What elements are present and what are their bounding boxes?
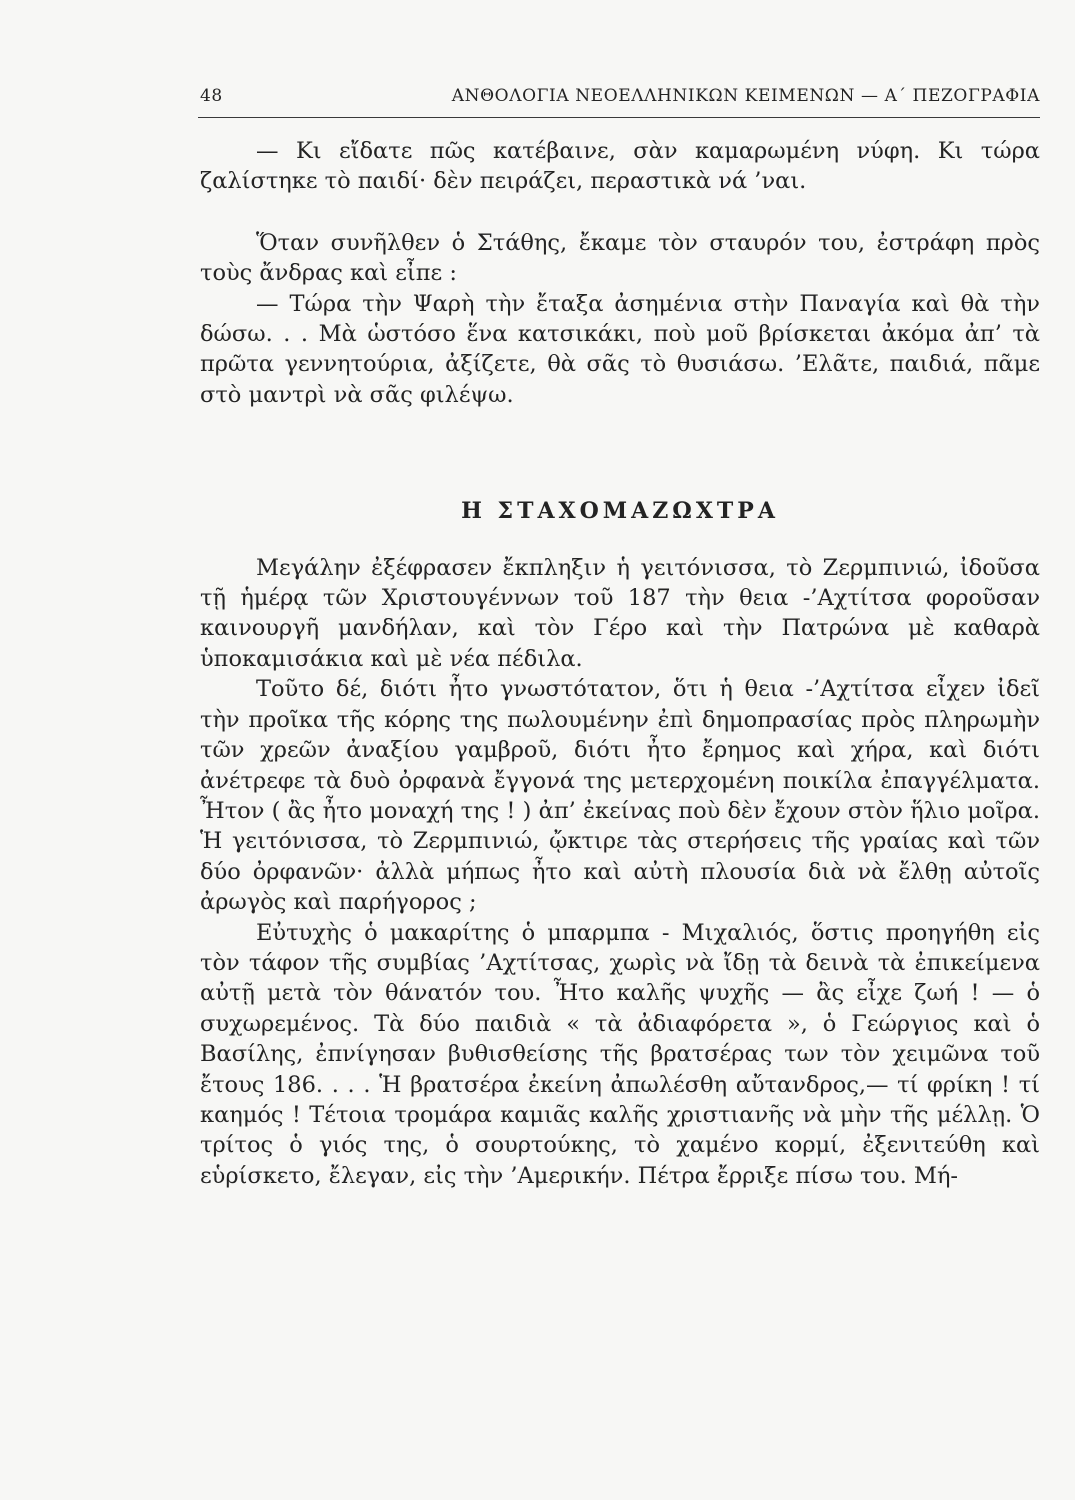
running-header — [200, 86, 1040, 116]
paragraph: Ὅταν συνῆλθεν ὁ Στάθης, ἔκαμε τὸν σταυρόν του, ἐστράφη πρὸς τοὺς ἄνδρας καὶ εἶπε : — [200, 229, 1040, 287]
page-number: 48 — [200, 86, 223, 106]
running-title: ΑΝΘΟΛΟΓΙΑ ΝΕΟΕΛΛΗΝΙΚΩΝ ΚΕΙΜΕΝΩΝ — Α΄ ΠΕΖΟΓΡΑΦΙΑ — [451, 86, 1040, 106]
paragraph: Μεγάλην ἐξέφρασεν ἔκπληξιν ἡ γειτόνισσα, τὸ Ζερμπινιώ, ἰδοῦσα τῇ ἡμέρᾳ τῶν Χριστουγέννων τοῦ 187 τὴν θεια -’Αχτίτσα φοροῦσαν καινουργῆ μανδήλαν, καὶ τὸν Γέρο καὶ τὴν Πατρώνα μὲ καθαρὰ ὑποκαμισάκια καὶ μὲ νέα πέδιλα. — [200, 554, 1040, 672]
paragraph: — Κι εἴδατε πῶς κατέβαινε, σὰν καμαρωμένη νύφη. Κι τώρα ζαλίστηκε τὸ παιδί· δὲν πειράζει, περαστικὰ νά ’ναι. — [200, 138, 1040, 195]
page-body — [200, 136, 1040, 1191]
paragraph: — Τώρα τὴν Ψαρὴ τὴν ἔταξα ἀσημένια στὴν Παναγία καὶ θὰ τὴν δώσω. . . Μὰ ὡστόσο ἕνα κατσικάκι, ποὺ μοῦ βρίσκεται ἀκόμα ἀπ’ τὰ πρῶτα γεννητούρια, ἀξίζετε, θὰ σᾶς τὸ θυσιάσω. ’Ελᾶτε, παιδιά, πᾶμε στὸ μαντρὶ νὰ σᾶς φιλέψω. — [200, 290, 1040, 408]
header-rule — [198, 117, 1040, 118]
section-title: Η ΣΤΑΧΟΜΑΖΩΧΤΡΑ — [461, 498, 779, 525]
paragraph: Εὐτυχὴς ὁ μακαρίτης ὁ μπαρμπα - Μιχαλιός, ὅστις προηγήθη εἰς τὸν τάφον τῆς συμβίας ’Αχτίτσας, χωρὶς νὰ ἴδῃ τὰ δεινὰ τὰ ἐπικείμενα αὐτῇ μετὰ τὸν θάνατόν του. Ἦτο καλῆς ψυχῆς — ἂς εἶχε ζωή ! — ὁ συχωρεμένος. Τὰ δύο παιδιὰ « τὰ ἀδιαφόρετα », ὁ Γεώργιος καὶ ὁ Βασίλης, ἐπνίγησαν βυθισθείσης τῆς βρατσέρας των τὸν χειμῶνα τοῦ ἔτους 186. . . . Ἡ βρατσέρα ἐκείνη ἀπωλέσθη αὔτανδρος,— τί φρίκη ! τί καημός ! Τέτοια τρομάρα καμιᾶς καλῆς χριστιανῆς νὰ μὴν τῆς μέλλῃ. Ὁ τρίτος ὁ γιός της, ὁ σουρτούκης, τὸ χαμένο κορμί, ἐξενιτεύθη καὶ εὑρίσκετο, ἔλεγαν, εἰς τὴν ’Αμερικήν. Πέτρα ἔρριξε πίσω του. Μή- — [200, 919, 1040, 1189]
paragraph: Τοῦτο δέ, διότι ἦτο γνωστότατον, ὅτι ἡ θεια -’Αχτίτσα εἶχεν ἰδεῖ τὴν προῖκα τῆς κόρης της πωλουμένην ἐπὶ δημοπρασίας πρὸς πληρωμὴν τῶν χρεῶν ἀναξίου γαμβροῦ, διότι ἦτο ἔρημος καὶ χήρα, καὶ διότι ἀνέτρεφε τὰ δυὸ ὀρφανὰ ἔγγονά της μετερχομένη ποικίλα ἐπαγγέλματα. Ἦτον ( ἂς ἦτο μοναχή της ! ) ἀπ’ ἐκείνας ποὺ δὲν ἔχουν στὸν ἥλιο μοῖρα. Ἡ γειτόνισσα, τὸ Ζερμπινιώ, ᾤκτιρε τὰς στερήσεις τῆς γραίας καὶ τῶν δύο ὀρφανῶν· ἀλλὰ μήπως ἦτο καὶ αὐτὴ πλουσία διὰ νὰ ἔλθῃ αὐτοῖς ἀρωγὸς καὶ παρήγορος ; — [200, 676, 1040, 916]
